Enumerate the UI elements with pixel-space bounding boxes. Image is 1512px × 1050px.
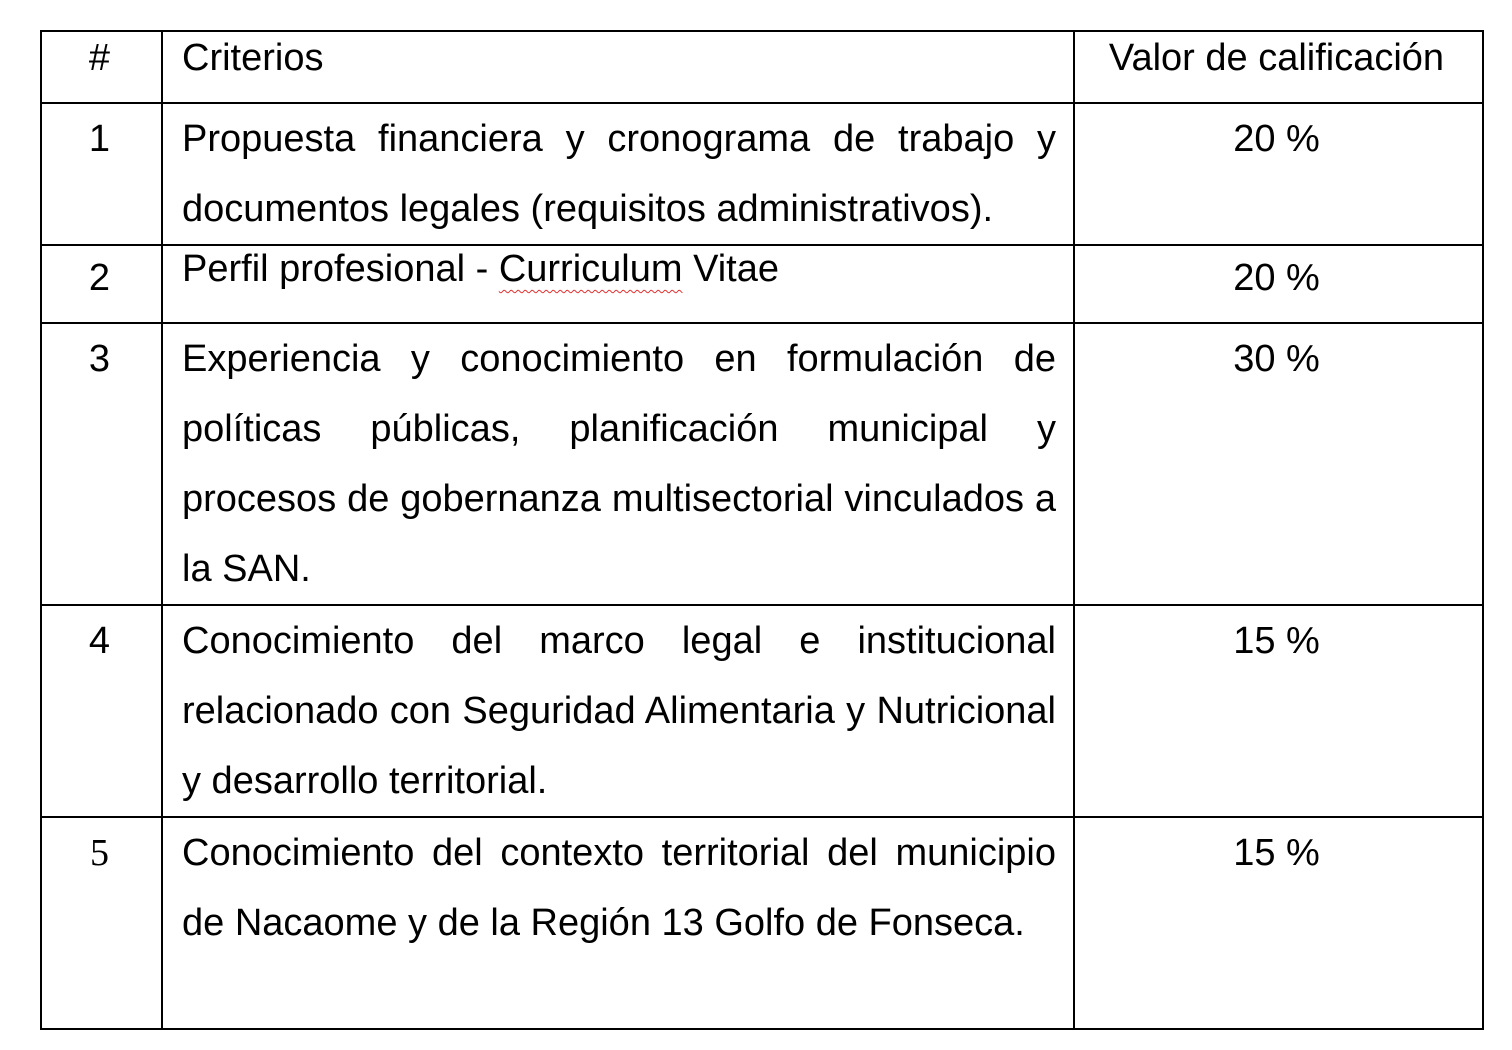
row-number: 2	[41, 245, 162, 323]
spellcheck-flagged-word[interactable]: Curriculum	[498, 248, 683, 290]
row-criteria: Experiencia y conocimiento en formulación de políticas públicas, planificación municipal y procesos de gobernanza multisectorial vinculados a la SAN.	[162, 323, 1074, 605]
row-value: 15 %	[1074, 605, 1483, 817]
header-number: #	[41, 31, 162, 103]
row-criteria: Propuesta financiera y cronograma de trabajo y documentos legales (requisitos administrativos).	[162, 103, 1074, 245]
criteria-table	[40, 30, 1484, 1030]
row-value: 15 %	[1074, 817, 1483, 1029]
row-number: 4	[41, 605, 162, 817]
header-value: Valor de calificación	[1074, 31, 1483, 103]
row-number: 5	[41, 817, 162, 1029]
table-row	[41, 103, 1483, 245]
table-row	[41, 323, 1483, 605]
row-number: 3	[41, 323, 162, 605]
table-row	[41, 817, 1483, 1029]
row-criteria: Conocimiento del contexto territorial del municipio de Nacaome y de la Región 13 Golfo de Fonseca.	[162, 817, 1074, 1029]
row-value: 30 %	[1074, 323, 1483, 605]
table-row	[41, 245, 1483, 323]
row-number: 1	[41, 103, 162, 245]
table-row	[41, 605, 1483, 817]
row-criteria: Conocimiento del marco legal e institucional relacionado con Seguridad Alimentaria y Nutricional y desarrollo territorial.	[162, 605, 1074, 817]
criteria-text-before: Perfil profesional -	[182, 248, 499, 290]
row-criteria	[162, 245, 1074, 323]
row-value: 20 %	[1074, 103, 1483, 245]
header-row	[41, 31, 1483, 103]
row-value: 20 %	[1074, 245, 1483, 323]
header-criteria: Criterios	[162, 31, 1074, 103]
criteria-text-after: Vitae	[682, 248, 779, 290]
